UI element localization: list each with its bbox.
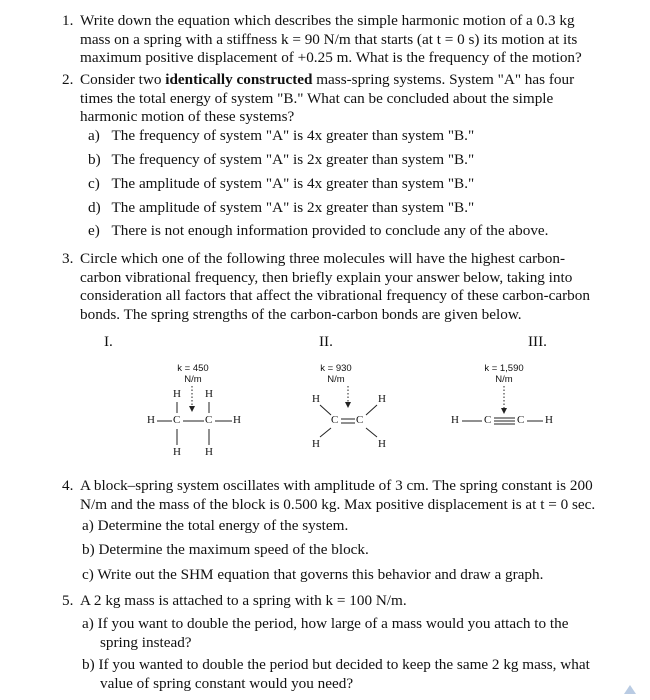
part-line: a) If you want to double the period, how large of a mass would you attach to the bbox=[82, 615, 569, 632]
question-line: mass on a spring with a stiffness k = 90 N/m that starts (at t = 0 s) its motion at its bbox=[80, 30, 578, 48]
question-number: 5. bbox=[62, 592, 74, 609]
question-4 bbox=[62, 477, 602, 514]
question-line: A 2 kg mass is attached to a spring with k = 100 N/m. bbox=[80, 592, 407, 609]
part-line: b) If you wanted to double the period but decided to keep the same 2 kg mass, what bbox=[82, 656, 590, 673]
option-text: The amplitude of system "A" is 2x greater than system "B." bbox=[111, 199, 475, 216]
option-text: There is not enough information provided to conclude any of the above. bbox=[111, 222, 549, 239]
spring-arrow bbox=[501, 408, 507, 414]
option-text: The frequency of system "A" is 2x greater than system "B." bbox=[111, 151, 475, 168]
text-run: Consider two bbox=[80, 71, 166, 88]
atom-c: C bbox=[484, 414, 492, 426]
question-line: carbon vibrational frequency, then briefly explain your answer below, taking into bbox=[80, 268, 573, 286]
question-number: 2. bbox=[62, 71, 74, 88]
question-line: A block–spring system oscillates with amplitude of 3 cm. The spring constant is 200 bbox=[80, 477, 593, 494]
k-value: k = 1,590 bbox=[484, 363, 524, 374]
q5-part-b bbox=[82, 656, 602, 693]
atom-h: H bbox=[205, 388, 213, 400]
question-line: consideration all factors that affect the vibrational frequency of these carbon-carbon bbox=[80, 287, 590, 305]
atom-h: H bbox=[378, 438, 386, 450]
part-line: spring instead? bbox=[100, 633, 192, 651]
part-line: value of spring constant would you need? bbox=[100, 674, 354, 692]
question-line: times the total energy of system "B." What can be concluded about the simple bbox=[80, 89, 554, 107]
question-number: 3. bbox=[62, 250, 74, 267]
atom-c: C bbox=[356, 414, 364, 426]
option-label: b) bbox=[88, 151, 101, 168]
atom-h: H bbox=[147, 414, 155, 426]
bond-line bbox=[366, 405, 377, 415]
molecule-3-label: III. bbox=[528, 333, 547, 350]
question-line: harmonic motion of these systems? bbox=[80, 108, 295, 126]
question-line: Write down the equation which describes the simple harmonic motion of a 0.3 kg bbox=[80, 12, 575, 29]
molecule-1-label: I. bbox=[104, 333, 113, 350]
k-value: k = 450 bbox=[177, 363, 209, 374]
atom-h: H bbox=[173, 388, 181, 400]
atom-c: C bbox=[205, 414, 213, 426]
k-unit: N/m bbox=[327, 374, 345, 385]
atom-c: C bbox=[173, 414, 181, 426]
question-number: 4. bbox=[62, 477, 74, 494]
bond-line bbox=[320, 405, 331, 415]
q4-part-a: a) Determine the total energy of the system. bbox=[82, 517, 349, 534]
q4-part-c: c) Write out the SHM equation that governs this behavior and draw a graph. bbox=[82, 566, 544, 583]
molecule-2-label: II. bbox=[319, 333, 333, 350]
option-label: c) bbox=[88, 175, 100, 192]
question-5 bbox=[62, 592, 602, 611]
atom-h: H bbox=[205, 446, 213, 458]
spring-arrow bbox=[189, 406, 195, 412]
atom-h: H bbox=[378, 393, 386, 405]
atom-c: C bbox=[517, 414, 525, 426]
bond-line bbox=[366, 428, 377, 437]
atom-h: H bbox=[233, 414, 241, 426]
text-run: mass-spring systems. System "A" has four bbox=[312, 71, 575, 88]
option-text: The amplitude of system "A" is 4x greater than system "B." bbox=[111, 175, 475, 192]
question-line: maximum positive displacement of +0.25 m. What is the frequency of the motion? bbox=[80, 49, 582, 67]
question-line: bonds. The spring strengths of the carbon-carbon bonds are given below. bbox=[80, 305, 522, 323]
q5-part-a bbox=[82, 615, 602, 652]
option-label: e) bbox=[88, 222, 100, 239]
option-text: The frequency of system "A" is 4x greater than system "B." bbox=[111, 127, 475, 144]
atom-c: C bbox=[331, 414, 339, 426]
option-label: d) bbox=[88, 199, 101, 216]
atom-h: H bbox=[312, 393, 320, 405]
atom-h: H bbox=[451, 414, 459, 426]
bond-line bbox=[320, 428, 331, 437]
q4-part-b: b) Determine the maximum speed of the block. bbox=[82, 541, 369, 558]
question-line: N/m and the mass of the block is 0.500 kg. Max positive displacement is at t = 0 sec. bbox=[80, 495, 596, 513]
question-number: 1. bbox=[62, 12, 74, 29]
atom-h: H bbox=[173, 446, 181, 458]
k-unit: N/m bbox=[495, 374, 513, 385]
question-line: Circle which one of the following three molecules will have the highest carbon- bbox=[80, 250, 566, 267]
k-value: k = 930 bbox=[320, 363, 352, 374]
spring-arrow bbox=[345, 402, 351, 408]
scroll-up-arrow-icon[interactable] bbox=[624, 685, 636, 694]
bold-phrase: identically constructed bbox=[165, 71, 313, 88]
option-label: a) bbox=[88, 127, 100, 144]
atom-h: H bbox=[312, 438, 320, 450]
atom-h: H bbox=[545, 414, 553, 426]
k-unit: N/m bbox=[184, 374, 202, 385]
